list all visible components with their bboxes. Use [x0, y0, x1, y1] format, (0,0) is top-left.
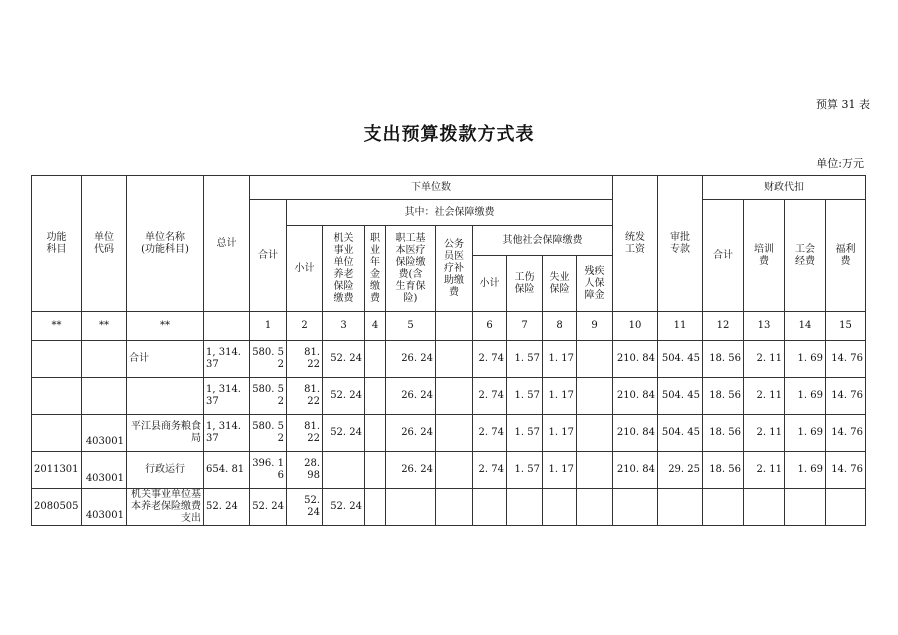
- index-cell: 5: [386, 312, 436, 341]
- value-cell: 18. 56: [703, 415, 744, 452]
- index-cell: [204, 312, 250, 341]
- value-cell: [473, 489, 507, 526]
- unit-name-cell: 平江县商务粮食局: [127, 415, 204, 452]
- index-cell: 7: [507, 312, 543, 341]
- index-cell: 11: [658, 312, 703, 341]
- header-civil-medical: 公务 员医 疗补 助缴 费: [436, 226, 473, 312]
- header-unit-name: 单位名称 (功能科目): [127, 176, 204, 312]
- value-cell: [577, 341, 613, 378]
- value-cell: [826, 489, 866, 526]
- total-cell: 654. 81: [204, 452, 250, 489]
- value-cell: 504. 45: [658, 378, 703, 415]
- value-cell: [365, 341, 386, 378]
- unit-code-cell: 403001: [82, 489, 127, 526]
- header-pension: 机关 事业 单位 养老 保险 缴费: [323, 226, 365, 312]
- value-cell: 396. 16: [250, 452, 287, 489]
- table-reference: 预算 31 表: [816, 98, 870, 111]
- value-cell: 52. 24: [323, 415, 365, 452]
- unit-name-cell: 行政运行: [127, 452, 204, 489]
- value-cell: 52. 24: [323, 489, 365, 526]
- value-cell: [436, 452, 473, 489]
- value-cell: 504. 45: [658, 415, 703, 452]
- value-cell: 52. 24: [250, 489, 287, 526]
- value-cell: 14. 76: [826, 415, 866, 452]
- value-cell: 580. 52: [250, 378, 287, 415]
- value-cell: [436, 341, 473, 378]
- index-cell: 2: [287, 312, 323, 341]
- value-cell: [436, 489, 473, 526]
- value-cell: 26. 24: [386, 341, 436, 378]
- index-row: [32, 312, 866, 341]
- index-cell: **: [127, 312, 204, 341]
- value-cell: 28. 98: [287, 452, 323, 489]
- table-row: [32, 341, 866, 378]
- total-cell: 1, 314. 37: [204, 378, 250, 415]
- header-social-group: 其中：社会保障缴费: [287, 200, 613, 226]
- value-cell: 210. 84: [613, 452, 658, 489]
- header-medical: 职工基 本医疗 保险缴 费(含 生育保 险): [386, 226, 436, 312]
- value-cell: 26. 24: [386, 378, 436, 415]
- unit-name-cell: [127, 378, 204, 415]
- index-cell: **: [82, 312, 127, 341]
- header-approved-funds: 审批 专款: [658, 176, 703, 312]
- value-cell: 1. 57: [507, 415, 543, 452]
- header-unified-wage: 统发 工资: [613, 176, 658, 312]
- value-cell: 1. 17: [543, 452, 577, 489]
- value-cell: [577, 415, 613, 452]
- value-cell: 18. 56: [703, 378, 744, 415]
- unit-code-cell: 403001: [82, 452, 127, 489]
- value-cell: 1. 17: [543, 415, 577, 452]
- index-cell: 6: [473, 312, 507, 341]
- unit-name-cell: 合计: [127, 341, 204, 378]
- value-cell: [323, 452, 365, 489]
- value-cell: 1. 57: [507, 378, 543, 415]
- value-cell: 18. 56: [703, 452, 744, 489]
- header-finance-deduction: 财政代扣: [703, 176, 866, 200]
- index-cell: **: [32, 312, 82, 341]
- value-cell: [365, 489, 386, 526]
- value-cell: [365, 378, 386, 415]
- value-cell: 14. 76: [826, 452, 866, 489]
- index-cell: 1: [250, 312, 287, 341]
- index-cell: 13: [744, 312, 785, 341]
- index-cell: 14: [785, 312, 826, 341]
- value-cell: [703, 489, 744, 526]
- header-welfare: 福利 费: [826, 200, 866, 312]
- value-cell: [577, 489, 613, 526]
- value-cell: 1. 69: [785, 341, 826, 378]
- header-total: 总计: [204, 176, 250, 312]
- value-cell: 2. 11: [744, 452, 785, 489]
- value-cell: 52. 24: [323, 378, 365, 415]
- value-cell: [785, 489, 826, 526]
- value-cell: 52. 24: [323, 341, 365, 378]
- total-cell: 1, 314. 37: [204, 341, 250, 378]
- index-cell: 4: [365, 312, 386, 341]
- value-cell: [507, 489, 543, 526]
- index-cell: 8: [543, 312, 577, 341]
- value-cell: 1. 17: [543, 378, 577, 415]
- table-row: [32, 415, 866, 452]
- value-cell: 2. 74: [473, 341, 507, 378]
- header-func-code: 功能 科目: [32, 176, 82, 312]
- value-cell: 1. 17: [543, 341, 577, 378]
- value-cell: [577, 452, 613, 489]
- value-cell: 81. 22: [287, 341, 323, 378]
- value-cell: 1. 69: [785, 378, 826, 415]
- value-cell: 504. 45: [658, 341, 703, 378]
- index-cell: [436, 312, 473, 341]
- value-cell: 2. 74: [473, 452, 507, 489]
- value-cell: 210. 84: [613, 378, 658, 415]
- index-cell: 3: [323, 312, 365, 341]
- header-unemployment: 失业 保险: [543, 256, 577, 312]
- index-cell: 15: [826, 312, 866, 341]
- value-cell: 210. 84: [613, 341, 658, 378]
- value-cell: 2. 11: [744, 415, 785, 452]
- header-other-social: 其他社会保障缴费: [473, 226, 613, 256]
- total-cell: 1, 314. 37: [204, 415, 250, 452]
- value-cell: 210. 84: [613, 415, 658, 452]
- value-cell: 18. 56: [703, 341, 744, 378]
- value-cell: [658, 489, 703, 526]
- func-code-cell: [32, 378, 82, 415]
- value-cell: 2. 11: [744, 378, 785, 415]
- table-row: [32, 378, 866, 415]
- header-annuity: 职 业 年 金 缴 费: [365, 226, 386, 312]
- value-cell: 580. 52: [250, 415, 287, 452]
- value-cell: 1. 69: [785, 452, 826, 489]
- value-cell: [613, 489, 658, 526]
- value-cell: 14. 76: [826, 341, 866, 378]
- header-disabled: 残疾 人保 障金: [577, 256, 613, 312]
- value-cell: 26. 24: [386, 415, 436, 452]
- header-unit-code: 单位 代码: [82, 176, 127, 312]
- unit-code-cell: 403001: [82, 415, 127, 452]
- index-cell: 12: [703, 312, 744, 341]
- func-code-cell: 2011301: [32, 452, 82, 489]
- unit-code-cell: [82, 378, 127, 415]
- value-cell: 1. 57: [507, 341, 543, 378]
- header-social-subtotal: 小计: [287, 226, 323, 312]
- header-lower-units: 下单位数: [250, 176, 613, 200]
- value-cell: [386, 489, 436, 526]
- value-cell: 81. 22: [287, 378, 323, 415]
- value-cell: [577, 378, 613, 415]
- value-cell: [543, 489, 577, 526]
- value-cell: [436, 415, 473, 452]
- index-cell: 9: [577, 312, 613, 341]
- value-cell: 26. 24: [386, 452, 436, 489]
- value-cell: [365, 452, 386, 489]
- table-row: [32, 452, 866, 489]
- budget-table: [31, 175, 866, 526]
- value-cell: 14. 76: [826, 378, 866, 415]
- table-row: [32, 489, 866, 526]
- value-cell: 52. 24: [287, 489, 323, 526]
- header-union: 工会 经费: [785, 200, 826, 312]
- value-cell: 1. 69: [785, 415, 826, 452]
- value-cell: [744, 489, 785, 526]
- header-injury: 工伤 保险: [507, 256, 543, 312]
- unit-label: 单位:万元: [816, 157, 864, 170]
- value-cell: 580. 52: [250, 341, 287, 378]
- value-cell: 1. 57: [507, 452, 543, 489]
- header-fin-total: 合计: [703, 200, 744, 312]
- unit-code-cell: [82, 341, 127, 378]
- value-cell: [365, 415, 386, 452]
- unit-name-cell: 机关事业单位基本养老保险缴费支出: [127, 489, 204, 526]
- func-code-cell: [32, 341, 82, 378]
- index-cell: 10: [613, 312, 658, 341]
- value-cell: 2. 74: [473, 378, 507, 415]
- page-title: 支出预算拨款方式表: [363, 124, 535, 145]
- func-code-cell: 2080505: [32, 489, 82, 526]
- value-cell: 29. 25: [658, 452, 703, 489]
- total-cell: 52. 24: [204, 489, 250, 526]
- header-lower-subtotal: 合计: [250, 200, 287, 312]
- value-cell: 81. 22: [287, 415, 323, 452]
- header-training: 培训 费: [744, 200, 785, 312]
- header-other-subtotal: 小计: [473, 256, 507, 312]
- value-cell: [436, 378, 473, 415]
- value-cell: 2. 74: [473, 415, 507, 452]
- func-code-cell: [32, 415, 82, 452]
- value-cell: 2. 11: [744, 341, 785, 378]
